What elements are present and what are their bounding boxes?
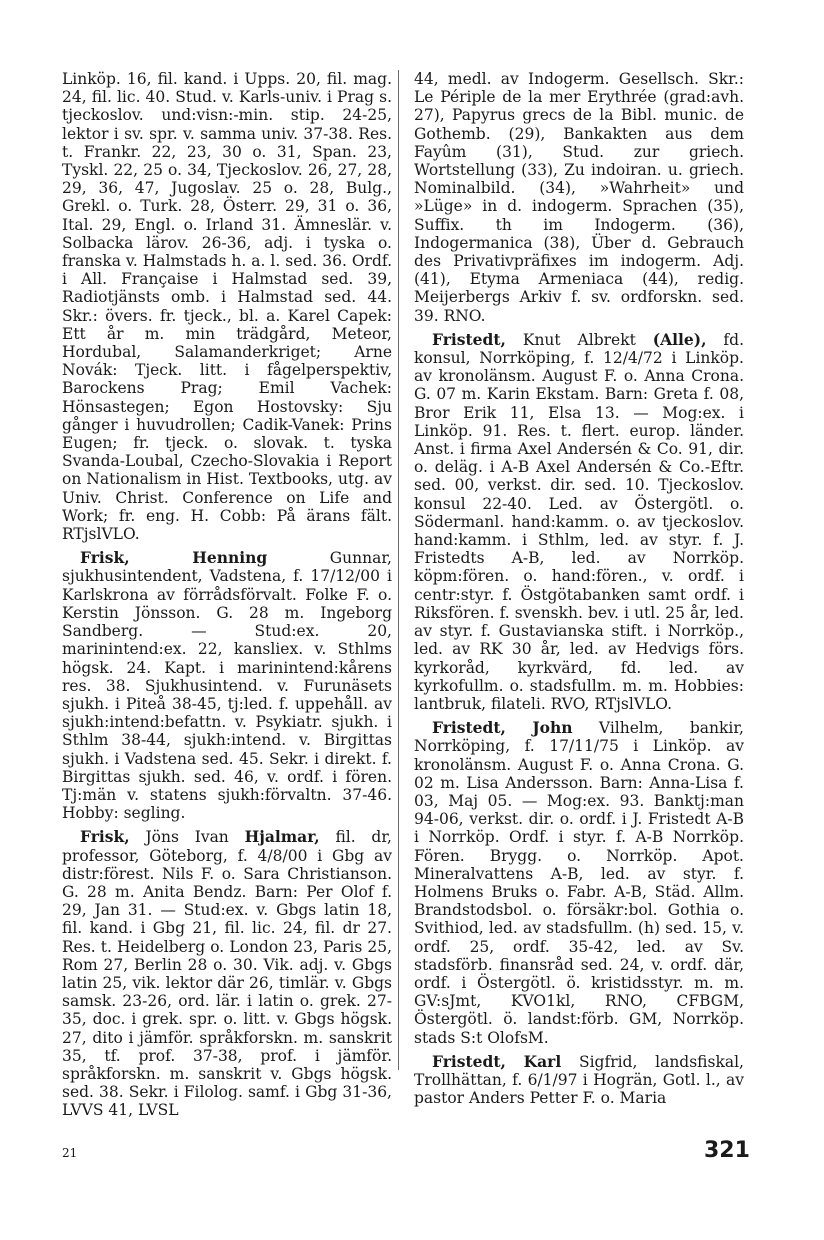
entry-called-name: (Alle), — [652, 329, 707, 349]
entry-surname: Fristedt, — [432, 1051, 506, 1071]
entry-surname: Frisk, — [80, 827, 130, 847]
biography-entry-fristedt-knut — [414, 331, 744, 713]
entry-text: fil. dr, professor, Göteborg, f. 4/8/00 i Gbg av distr:förest. Nils F. o. Sara Christianson. G. 28 m. Anita Bendz. Barn: Per Olof f. 29, Jan 31. — Stud:ex. v. Gbgs latin 18, fil. kand. i Gbg 21, fil. lic. 24, fil. dr 27. Res. t. Heidelberg o. London 23, Paris 25, Rom 27, Berlin 28 o. 30. Vik. adj. v. Gbgs latin 25, vik. lektor där 26, timlär. v. Gbgs samsk. 23-26, ord. lär. i latin o. grek. 27-35, doc. i grek. spr. o. litt. v. Gbgs högsk. 27, dito i jämför. språkforskn. m. sanskrit 35, tf. prof. 37-38, prof. i jämför. språkforskn. m. sanskrit v. Gbgs högsk. sed. 38. Sekr. i Filolog. samf. i Gbg 31-36, LVVS 41, LVSL — [62, 828, 392, 1120]
right-column — [414, 70, 744, 1107]
entry-called-name: Hjalmar, — [244, 827, 320, 847]
biography-entry-fristedt-john — [414, 719, 744, 1047]
left-column — [62, 70, 392, 1120]
entry-given-names: Jöns Ivan — [145, 828, 229, 847]
entry-surname: Fristedt, — [432, 329, 506, 349]
column-divider — [398, 70, 399, 1070]
entry-given-names: Knut Albrekt — [522, 330, 636, 349]
printer-signature: 21 — [62, 1146, 78, 1160]
entry-surname: Fristedt, — [432, 718, 506, 738]
entry-surname: Frisk, — [80, 548, 130, 568]
biography-entry-fristedt-karl — [414, 1053, 744, 1108]
biography-entry-frisk-henning — [62, 549, 392, 822]
entry-text: Gunnar, sjukhusintendent, Vadstena, f. 17/12/00 i Karlskrona av förrådsförvalt. Folke F. o. Kerstin Jönsson. G. 28 m. Ingeborg Sandberg. — Stud:ex. 20, marinintend:ex. 22, kansliex. v. Sthlms högsk. 24. Kapt. i marinintend:kårens res. 38. Sjukhusintend. v. Furunäsets sjukh. i Piteå 38-45, tj:led. f. uppehåll. av sjukh:intend:befattn. v. Psykiatr. sjukh. i Sthlm 38-44, sjukh:intend. v. Birgittas sjukh. i Vadstena sed. 45. Sekr. i direkt. f. Birgittas sjukh. sed. 46, v. ordf. i fören. Tj:män v. statens sjukh:förvaltn. 37-46. Hobby: segling. — [62, 549, 392, 823]
page-number: 321 — [704, 1138, 750, 1163]
entry-called-name: Henning — [192, 548, 268, 568]
entry-text: Sigfrid, landsfiskal, Trollhättan, f. 6/1/97 i Hogrän, Gotl. l., av pastor Anders Petter F. o. Maria — [414, 1052, 744, 1108]
entry-text: Vilhelm, bankir, Norrköping, f. 17/11/75 i Linköp. av kronolänsm. August F. o. Anna Crona. G. 02 m. Lisa Andersson. Barn: Anna-Lisa f. 03, Maj 05. — Mog:ex. 93. Banktj:man 94-06, verkst. dir. o. ordf. i J. Fristedt A-B i Norrköp. Ordf. i styr. f. A-B Norrköp. Fören. Brygg. o. Norrköp. Apot. Mineralvattens A-B, led. av styr. f. Holmens Bruks o. Fabr. A-B, Städ. Allm. Brandstodsbol. o. försäkr:bol. Gothia o. Svithiod, led. av stadsfullm. (h) sed. 15, v. ordf. 25, ordf. 35-42, led. av Sv. stadsförb. finansråd sed. 24, v. ordf. där, ordf. i Östergötl. ö. kristidsstyr. m. m. GV:sJmt, KVO1kl, RNO, CFBGM, Östergötl. ö. landst:förb. GM, Norrköp. stads S:t OlofsM. — [414, 719, 744, 1047]
continuation-paragraph: 44, medl. av Indogerm. Gesellsch. Skr.: Le Périple de la mer Erythrée (grad:avh. 27), Papyrus grecs de la Bibl. munic. de Gothemb. (29), Bankakten aus dem Fayûm (31), Stud. zur griech. Wortstellung (33), Zu indoiran. u. griech. Nominalbild. (34), »Wahrheit» und »Lüge» in d. indogerm. Sprachen (35), Suffix. th im Indogerm. (36), Indogermanica (38), Über d. Gebrauch des Privativpräfixes im indogerm. Adj. (41), Etyma Armeniaca (44), redig. Meijerbergs Arkiv f. sv. ordforskn. sed. 39. RNO. — [414, 70, 744, 325]
biography-entry-frisk-hjalmar — [62, 828, 392, 1119]
entry-called-name: John — [532, 718, 573, 738]
continuation-paragraph: Linköp. 16, fil. kand. i Upps. 20, fil. mag. 24, fil. lic. 40. Stud. v. Karls-univ. i Prag s. tjeckoslov. und:visn:-min. stip. 24-25, lektor i sv. spr. v. samma univ. 37-38. Res. t. Frankr. 22, 23, 30 o. 31, Span. 23, Tyskl. 22, 25 o. 34, Tjeckoslov. 26, 27, 28, 29, 36, 47, Jugoslav. 25 o. 28, Bulg., Grekl. o. Turk. 28, Österr. 29, 31 o. 36, Ital. 29, Engl. o. Irland 31. Ämneslär. v. Solbacka lärov. 26-36, adj. i tyska o. franska v. Halmstads h. a. l. sed. 36. Ordf. i All. Française i Halmstad sed. 39, Radiotjänsts omb. i Halmstad sed. 44. Skr.: övers. fr. tjeck., bl. a. Karel Capek: Ett år m. min trädgård, Meteor, Hordubal, Salamanderkriget; Arne Novák: Tjeck. litt. i fågelperspektiv, Barockens Prag; Emil Vachek: Hönsastegen; Egon Hostovsky: Sju gånger i huvudrollen; Cadik-Vanek: Prins Eugen; fr. tjeck. o. slovak. t. tyska Svanda-Loubal, Czecho-Slovakia i Report on Nationalism in Hist. Textbooks, utg. av Univ. Christ. Conference on Life and Work; fr. eng. H. Cobb: På ärans fält. RTjslVLO. — [62, 70, 392, 544]
entry-called-name: Karl — [523, 1051, 562, 1071]
entry-text: fd. konsul, Norrköping, f. 12/4/72 i Linköp. av kronolänsm. August F. o. Anna Crona. G. 07 m. Karin Ekstam. Barn: Greta f. 08, Bror Erik 11, Elsa 13. — Mog:ex. i Linköp. 91. Res. t. flert. europ. länder. Anst. i firma Axel Andersén & Co. 91, dir. o. deläg. i A-B Axel Andersén & Co.-Eftr. sed. 00, verkst. dir. sed. 10. Tjeckoslov. konsul 22-40. Led. av Östergötl. o. Södermanl. hand:kamm. o. av tjeckoslov. hand:kamm. i Sthlm, led. av styr. f. J. Fristedts A-B, led. av Norrköp. köpm:fören. o. hand:fören., v. ordf. i centr:styr. f. Östgötabanken samt ordf. i Riksfören. f. svenskh. bev. i utl. 25 år, led. av styr. f. Gustavianska stift. i Norrköp., led. av RK 30 år, led. av Hedvigs förs. kyrkoråd, kyrkvärd, fd. led. av kyrkofullm. o. stadsfullm. m. m. Hobbies: lantbruk, filateli. RVO, RTjslVLO. — [414, 330, 744, 713]
